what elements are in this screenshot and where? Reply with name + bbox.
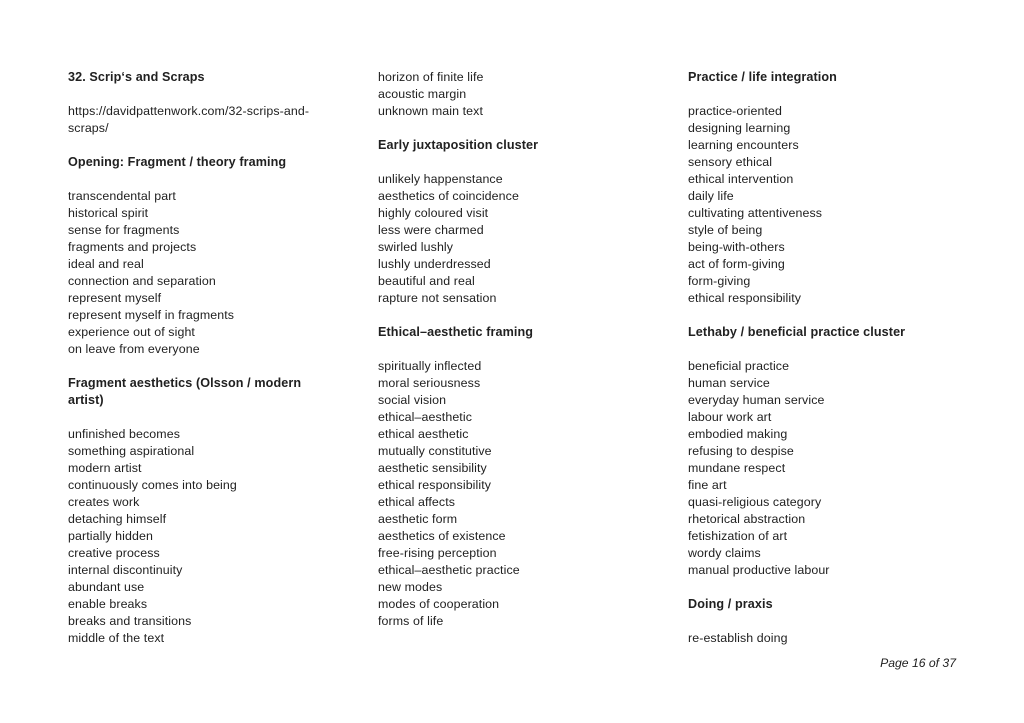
text-line: partially hidden: [68, 528, 153, 543]
text-line: unknown main text: [378, 103, 484, 118]
page-title: 32. Scrip‘s and Scraps: [68, 69, 205, 84]
text-line: middle of the text: [68, 630, 165, 645]
text-line: aesthetic sensibility: [378, 460, 487, 475]
text-line: less were charmed: [378, 222, 484, 237]
line-gap: [68, 137, 368, 154]
text-line: unlikely happenstance: [378, 171, 503, 186]
text-line: sensory ethical: [688, 154, 773, 169]
text-line: ideal and real: [68, 256, 144, 271]
text-line: transcendental part: [68, 188, 176, 203]
text-line: manual productive labour: [688, 562, 830, 577]
section-heading: artist): [68, 392, 104, 407]
line-gap: [378, 341, 678, 358]
text-line: something aspirational: [68, 443, 195, 458]
text-line: acoustic margin: [378, 86, 467, 101]
text-line: enable breaks: [68, 596, 148, 611]
text-line: connection and separation: [68, 273, 216, 288]
text-line: cultivating attentiveness: [688, 205, 823, 220]
text-column-3: [688, 69, 988, 647]
text-line: detaching himself: [68, 511, 167, 526]
line-gap: [688, 341, 988, 358]
text-line: creative process: [68, 545, 160, 560]
url-text[interactable]: https://davidpattenwork.com/32-scrips-and-: [68, 103, 310, 118]
text-line: labour work art: [688, 409, 772, 424]
text-line: aesthetics of existence: [378, 528, 506, 543]
text-line: everyday human service: [688, 392, 825, 407]
page-number: Page 16 of 37: [880, 656, 956, 670]
line-gap: [688, 86, 988, 103]
section-heading: Doing / praxis: [688, 596, 773, 611]
text-line: highly coloured visit: [378, 205, 489, 220]
text-line: creates work: [68, 494, 140, 509]
text-line: beneficial practice: [688, 358, 790, 373]
text-line: free-rising perception: [378, 545, 497, 560]
text-line: ethical intervention: [688, 171, 794, 186]
text-line: fetishization of art: [688, 528, 788, 543]
text-line: moral seriousness: [378, 375, 481, 390]
text-line: embodied making: [688, 426, 788, 441]
text-line: spiritually inflected: [378, 358, 482, 373]
text-line: learning encounters: [688, 137, 799, 152]
section-heading: Early juxtaposition cluster: [378, 137, 539, 152]
text-line: on leave from everyone: [68, 341, 200, 356]
line-gap: [68, 171, 368, 188]
text-line: swirled lushly: [378, 239, 454, 254]
text-line: unfinished becomes: [68, 426, 181, 441]
text-line: fine art: [688, 477, 727, 492]
text-line: represent myself in fragments: [68, 307, 235, 322]
text-column-1: [68, 69, 368, 647]
text-line: new modes: [378, 579, 443, 594]
text-line: rhetorical abstraction: [688, 511, 806, 526]
line-gap: [688, 579, 988, 596]
text-line: act of form-giving: [688, 256, 785, 271]
text-column-2: [378, 69, 678, 630]
text-line: ethical responsibility: [378, 477, 492, 492]
text-line: mundane respect: [688, 460, 786, 475]
line-gap: [68, 409, 368, 426]
text-line: lushly underdressed: [378, 256, 491, 271]
text-line: aesthetic form: [378, 511, 458, 526]
text-line: wordy claims: [688, 545, 761, 560]
text-line: ethical responsibility: [688, 290, 802, 305]
text-line: internal discontinuity: [68, 562, 183, 577]
section-heading: Opening: Fragment / theory framing: [68, 154, 287, 169]
text-line: beautiful and real: [378, 273, 475, 288]
text-line: forms of life: [378, 613, 444, 628]
text-line: ethical–aesthetic: [378, 409, 473, 424]
text-line: horizon of finite life: [378, 69, 484, 84]
text-line: abundant use: [68, 579, 145, 594]
line-gap: [688, 613, 988, 630]
text-line: social vision: [378, 392, 447, 407]
text-line: ethical aesthetic: [378, 426, 469, 441]
text-line: quasi-religious category: [688, 494, 822, 509]
text-line: breaks and transitions: [68, 613, 192, 628]
line-gap: [68, 358, 368, 375]
text-line: represent myself: [68, 290, 162, 305]
line-gap: [378, 307, 678, 324]
line-gap: [68, 86, 368, 103]
text-line: sense for fragments: [68, 222, 180, 237]
text-line: ethical–aesthetic practice: [378, 562, 520, 577]
line-gap: [378, 154, 678, 171]
text-line: modern artist: [68, 460, 142, 475]
text-line: being-with-others: [688, 239, 785, 254]
text-line: practice-oriented: [688, 103, 782, 118]
text-line: refusing to despise: [688, 443, 794, 458]
text-line: historical spirit: [68, 205, 149, 220]
text-line: rapture not sensation: [378, 290, 497, 305]
text-line: daily life: [688, 188, 734, 203]
text-line: continuously comes into being: [68, 477, 237, 492]
section-heading: Ethical–aesthetic framing: [378, 324, 534, 339]
section-heading: Fragment aesthetics (Olsson / modern: [68, 375, 302, 390]
text-line: human service: [688, 375, 770, 390]
section-heading: Lethaby / beneficial practice cluster: [688, 324, 906, 339]
line-gap: [688, 307, 988, 324]
text-line: re-establish doing: [688, 630, 788, 645]
text-line: modes of cooperation: [378, 596, 500, 611]
text-line: fragments and projects: [68, 239, 197, 254]
section-heading: Practice / life integration: [688, 69, 837, 84]
text-line: designing learning: [688, 120, 791, 135]
text-line: form-giving: [688, 273, 751, 288]
text-line: style of being: [688, 222, 763, 237]
text-line: experience out of sight: [68, 324, 195, 339]
text-line: ethical affects: [378, 494, 456, 509]
line-gap: [378, 120, 678, 137]
text-line: aesthetics of coincidence: [378, 188, 519, 203]
url-text[interactable]: scraps/: [68, 120, 109, 135]
text-line: mutually constitutive: [378, 443, 492, 458]
